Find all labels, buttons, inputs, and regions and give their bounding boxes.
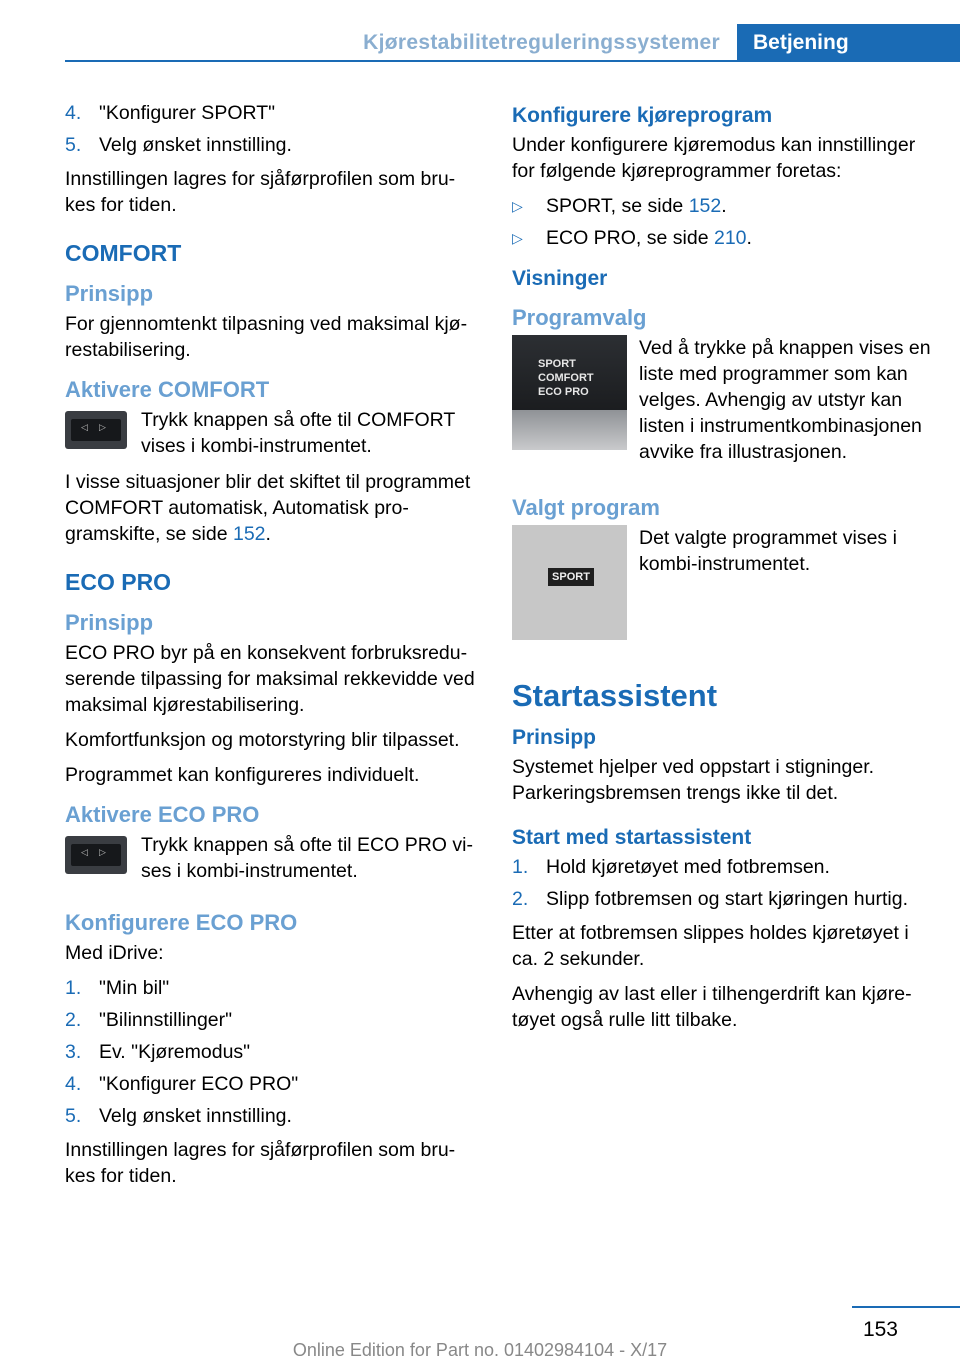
right-column (512, 100, 932, 1042)
list-number: 2. (512, 888, 529, 910)
list-number: 5. (65, 134, 82, 156)
screen-menu-line: ECO PRO (538, 386, 589, 398)
list-number: 1. (512, 856, 529, 878)
paragraph: Etter at fotbremsen slippes holdes kjøretøyet i ca. 2 sekunder. (512, 922, 909, 970)
list-item (512, 886, 932, 912)
list-item (65, 975, 478, 1001)
list-item (65, 1039, 478, 1065)
heading-eco-pro: ECO PRO (65, 569, 172, 595)
screen-menu-line: COMFORT (538, 372, 594, 384)
list-number: 1. (65, 977, 82, 999)
heading-konfigurere-eco-pro: Konfigurere ECO PRO (65, 910, 298, 935)
list-item (512, 854, 932, 880)
heading-aktivere-eco-pro: Aktivere ECO PRO (65, 802, 260, 827)
heading-prinsipp: Prinsipp (65, 281, 154, 306)
heading-prinsipp: Prinsipp (65, 610, 154, 635)
header-chapter-tab: Betjening (737, 24, 960, 62)
list-text (546, 225, 752, 251)
heading-prinsipp: Prinsipp (512, 726, 597, 749)
figure-row (65, 407, 478, 459)
footer-rule (852, 1306, 960, 1308)
paragraph: Systemet hjelper ved oppstart i stigninger. Parkeringsbremsen trengs ikke til det. (512, 756, 875, 804)
paragraph: Under konfigurere kjøremodus kan innstillinger for følgende kjøreprogrammer foretas: (512, 134, 916, 182)
page-link[interactable]: 210 (713, 227, 747, 249)
figure-row (512, 335, 932, 465)
program-badge: SPORT (548, 568, 594, 586)
start-steps (512, 854, 932, 912)
heading-programvalg: Programvalg (512, 305, 647, 330)
paragraph: Trykk knappen så ofte til COMFORT vises i kombi-instrumentet. (141, 409, 455, 457)
program-menu-screen-image (512, 335, 627, 450)
list-text-part: SPORT, se side (546, 195, 689, 217)
paragraph: Innstillingen lagres for sjåførprofilen som brukes for tiden. (65, 1139, 456, 1187)
heading-startassistent: Startassistent (512, 678, 718, 713)
heading-visninger: Visninger (512, 267, 608, 290)
list-text: Velg ønsket innstilling. (99, 1105, 292, 1127)
paragraph-text: . (265, 523, 271, 545)
list-number: 5. (65, 1105, 82, 1127)
heading-konfigurere-kjoreprogram: Konfigurere kjøreprogram (512, 104, 773, 127)
heading-valgt-program: Valgt program (512, 495, 660, 520)
list-item (65, 1071, 478, 1097)
list-item (65, 1007, 478, 1033)
paragraph-text: I visse situasjoner blir det skiftet til programmet COMFORT automatisk, Automatisk programskifte, se side (65, 471, 471, 545)
paragraph (65, 469, 478, 547)
list-text: Ev. "Kjøremodus" (99, 1041, 251, 1063)
arrow-left-icon: ◁ (81, 847, 88, 857)
paragraph: Trykk knappen så ofte til ECO PRO vises i kombi-instrumentet. (141, 834, 473, 882)
paragraph: Med iDrive: (65, 942, 164, 964)
left-column (65, 100, 478, 1198)
list-text: "Konfigurer SPORT" (99, 102, 276, 124)
screen-menu-line: SPORT (538, 358, 576, 370)
page-link[interactable]: 152 (232, 523, 266, 545)
heading-aktivere-comfort: Aktivere COMFORT (65, 377, 270, 402)
sport-config-steps (65, 100, 478, 158)
list-number: 4. (65, 102, 82, 124)
header-rule (65, 60, 960, 62)
list-number: 2. (65, 1009, 82, 1031)
list-item (65, 100, 478, 126)
triangle-bullet-icon: ▷ (512, 230, 523, 246)
figure-row (65, 832, 478, 884)
paragraph: Innstillingen lagres for sjåførprofilen som brukes for tiden. (65, 168, 456, 216)
page-link[interactable]: 152 (688, 195, 722, 217)
arrow-right-icon: ▷ (99, 422, 106, 432)
list-item (65, 132, 478, 158)
list-text: Velg ønsket innstilling. (99, 134, 292, 156)
list-text: "Konfigurer ECO PRO" (99, 1073, 299, 1095)
paragraph: Ved å trykke på knappen vises en liste med programmer som kan velges. Avhengig av utstyr kan listen i instrumentkombinasjonen avvike fra illustrasjonen. (639, 337, 931, 463)
list-text (546, 193, 727, 219)
arrow-right-icon: ▷ (99, 847, 106, 857)
figure-row (512, 525, 932, 640)
triangle-bullet-icon: ▷ (512, 198, 523, 214)
list-text: "Bilinnstillinger" (99, 1009, 233, 1031)
list-text-part: ECO PRO, se side (546, 227, 714, 249)
paragraph: Programmet kan konfigureres individuelt. (65, 764, 420, 786)
list-number: 4. (65, 1073, 82, 1095)
arrow-left-icon: ◁ (81, 422, 88, 432)
list-text: Slipp fotbremsen og start kjøringen hurtig. (546, 888, 909, 910)
paragraph: ECO PRO byr på en konsekvent forbruksreduserende tilpassing for maksimal rekkevidde ved maksimal kjørestabilisering. (65, 642, 475, 716)
list-item (65, 1103, 478, 1129)
edition-footer: Online Edition for Part no. 01402984104 - X/17 (292, 1340, 668, 1360)
list-text: Hold kjøretøyet med fotbremsen. (546, 856, 830, 878)
paragraph: Det valgte programmet vises i kombi-instrumentet. (639, 527, 897, 575)
selected-program-screen-image (512, 525, 627, 640)
paragraph: Komfortfunksjon og motorstyring blir tilpasset. (65, 729, 460, 751)
page-header (0, 0, 960, 62)
list-text-part: . (746, 227, 752, 249)
mode-button-image (65, 411, 127, 449)
header-section-title: Kjørestabilitetreguleringssystemer (363, 31, 720, 54)
list-text-part: . (721, 195, 727, 217)
list-number: 3. (65, 1041, 82, 1063)
heading-start-med-startassistent: Start med startassistent (512, 826, 752, 849)
eco-config-steps (65, 975, 478, 1129)
heading-comfort: COMFORT (65, 240, 182, 266)
paragraph: For gjennomtenkt tilpasning ved maksimal kjørestabilisering. (65, 313, 468, 361)
page-number: 153 (862, 1318, 898, 1341)
list-item (512, 193, 932, 219)
program-list (512, 193, 932, 251)
paragraph: Avhengig av last eller i tilhengerdrift kan kjøretøyet også rulle litt tilbake. (512, 983, 912, 1031)
list-text: "Min bil" (99, 977, 170, 999)
mode-button-image (65, 836, 127, 874)
list-item (512, 225, 932, 251)
